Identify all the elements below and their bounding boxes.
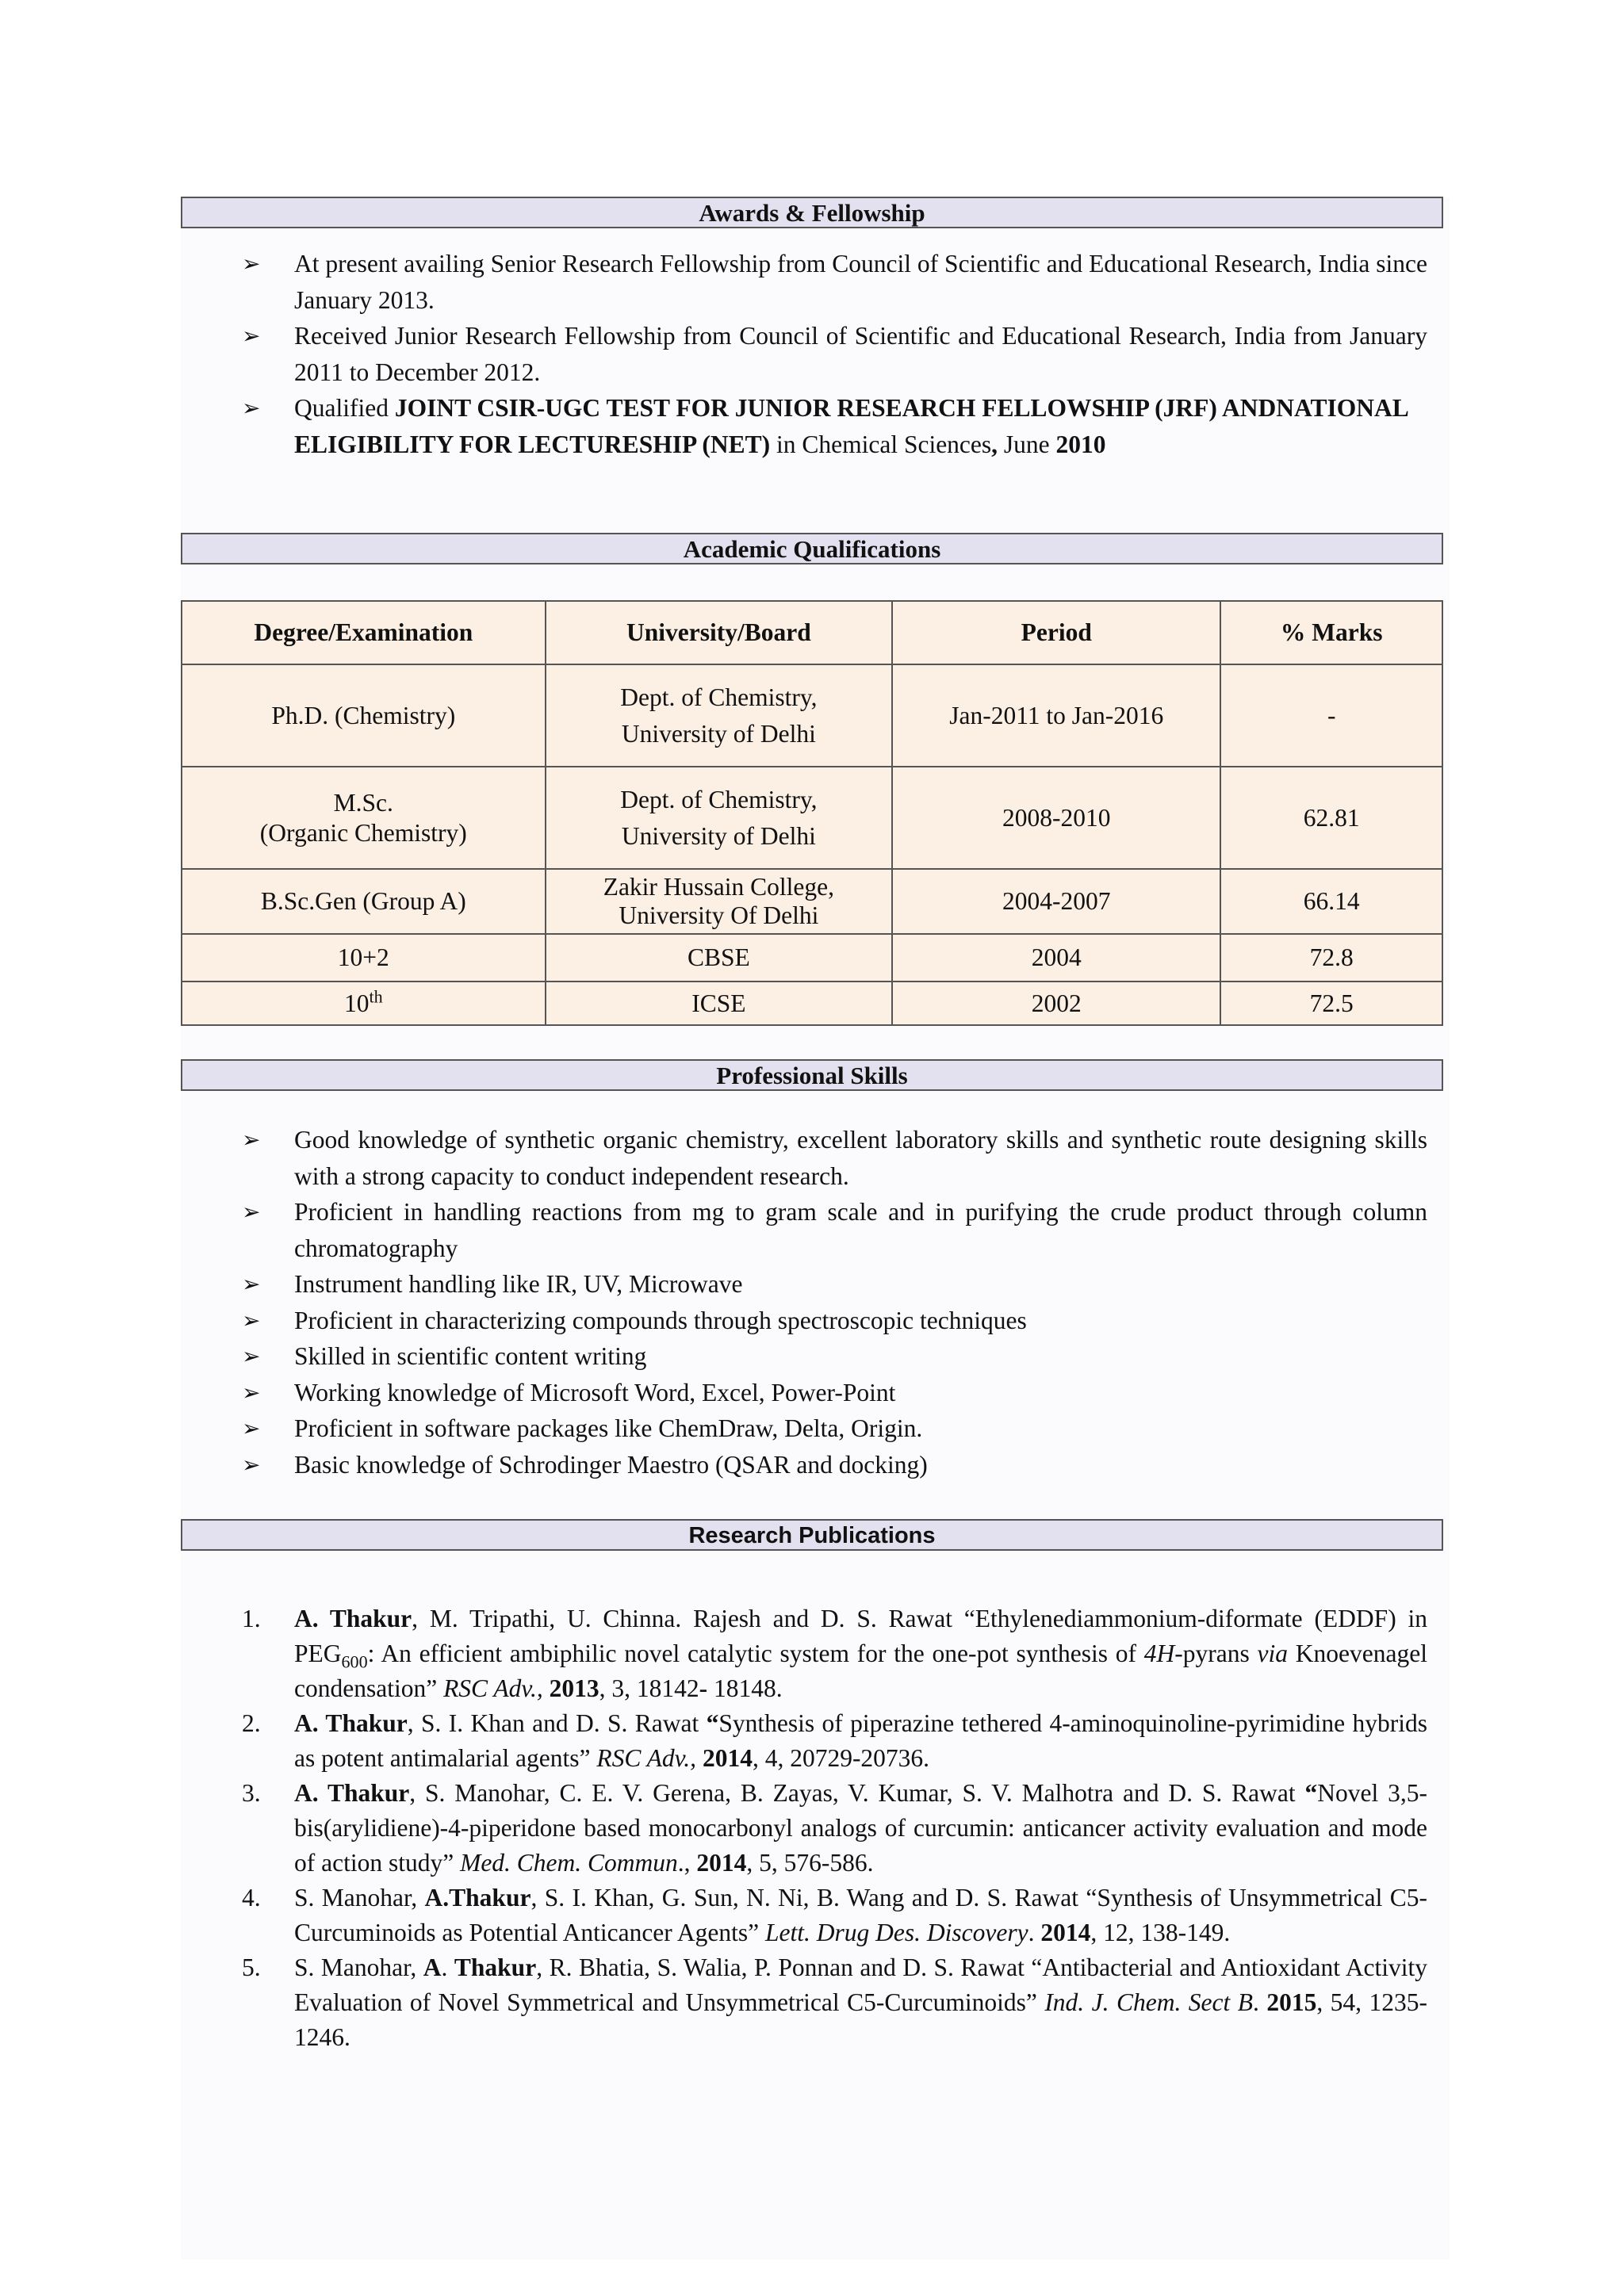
table-row <box>182 664 1442 767</box>
publication-item: 4. S. Manohar, A.Thakur, S. I. Khan, G. Sun, N. Ni, B. Wang and D. S. Rawat “Synthesis of Unsymmetrical C5-Curcuminoids as Potential Anticancer Agents” Lett. Drug Des. Discovery. 2014, 12, 138-149. <box>242 1884 1428 1946</box>
degree-cell: B.Sc.Gen (Group A) <box>182 869 546 934</box>
table-header-row <box>182 601 1442 664</box>
marks-cell: 66.14 <box>1220 869 1442 934</box>
awards-section-header: Awards & Fellowship <box>181 197 1443 228</box>
table-row <box>182 869 1442 934</box>
publication-item: 5. S. Manohar, A. Thakur, R. Bhatia, S. Walia, P. Ponnan and D. S. Rawat “Antibacterial and Antioxidant Activity Evaluation of Novel Symmetrical and Unsymmetrical C5-Curcuminoids” Ind. J. Chem. Sect B. 2015, 54, 1235-1246. <box>242 1954 1428 2051</box>
period-cell: 2008-2010 <box>892 767 1220 869</box>
list-item: ➢ Working knowledge of Microsoft Word, Excel, Power-Point <box>242 1375 1427 1411</box>
board-cell: Dept. of Chemistry, University of Delhi <box>546 664 893 767</box>
publications-section-header: Research Publications <box>181 1519 1443 1551</box>
column-header: University/Board <box>546 601 893 664</box>
arrowhead-bullet-icon: ➢ <box>242 1379 261 1406</box>
arrowhead-bullet-icon: ➢ <box>242 251 261 277</box>
arrowhead-bullet-icon: ➢ <box>242 1199 261 1225</box>
period-cell: 2002 <box>892 982 1220 1025</box>
list-item: ➢ Proficient in characterizing compounds through spectroscopic techniques <box>242 1303 1427 1339</box>
list-item: ➢ Proficient in handling reactions from mg to gram scale and in purifying the crude product through column chromatography <box>242 1194 1427 1266</box>
board-cell: ICSE <box>546 982 893 1025</box>
arrowhead-bullet-icon: ➢ <box>242 1415 261 1441</box>
period-cell: 2004 <box>892 934 1220 982</box>
awards-list <box>242 246 1427 462</box>
academic-section-header: Academic Qualifications <box>181 533 1443 564</box>
board-cell: Dept. of Chemistry, University of Delhi <box>546 767 893 869</box>
marks-cell: 62.81 <box>1220 767 1442 869</box>
list-item: ➢ Received Junior Research Fellowship from Council of Scientific and Educational Research, India from January 2011 to December 2012. <box>242 318 1427 390</box>
arrowhead-bullet-icon: ➢ <box>242 1127 261 1153</box>
period-cell: Jan-2011 to Jan-2016 <box>892 664 1220 767</box>
publication-item: 1. A. Thakur, M. Tripathi, U. Chinna. Rajesh and D. S. Rawat “Ethylenediammonium-diformate (EDDF) in $PEG_{600}$: An efficient ambiphilic novel catalytic system for the one-pot synthesis of 4H-pyrans via Knoevenagel condensation” RSC Adv., 2013, 3, 18142- 18148. <box>242 1605 1427 1702</box>
arrowhead-bullet-icon: ➢ <box>242 1307 261 1334</box>
column-header: % Marks <box>1220 601 1442 664</box>
period-cell: 2004-2007 <box>892 869 1220 934</box>
marks-cell: 72.5 <box>1220 982 1442 1025</box>
list-item: ➢ At present availing Senior Research Fellowship from Council of Scientific and Educational Research, India since January 2013. <box>242 246 1427 318</box>
table-row <box>182 982 1442 1025</box>
publication-item: 3. A. Thakur, S. Manohar, C. E. V. Gerena, B. Zayas, V. Kumar, S. V. Malhotra and D. S. Rawat “Novel 3,5-bis(arylidiene)-4-piperidone based monocarbonyl analogs of curcumin: anticancer activity evaluation and mode of action study” Med. Chem. Commun., 2014, 5, 576-586. <box>242 1779 1427 1877</box>
arrowhead-bullet-icon: ➢ <box>242 1271 261 1297</box>
list-item: ➢ Instrument handling like IR, UV, Microwave <box>242 1266 1427 1303</box>
arrowhead-bullet-icon: ➢ <box>242 1451 261 1478</box>
list-item: ➢ Good knowledge of synthetic organic chemistry, excellent laboratory skills and synthetic route designing skills with a strong capacity to conduct independent research. <box>242 1122 1427 1194</box>
degree-cell: Ph.D. (Chemistry) <box>182 664 546 767</box>
skills-list <box>242 1122 1427 1483</box>
marks-cell: 72.8 <box>1220 934 1442 982</box>
list-item: ➢ Proficient in software packages like ChemDraw, Delta, Origin. <box>242 1410 1427 1447</box>
skills-section-header: Professional Skills <box>181 1059 1443 1091</box>
degree-cell: 10th <box>182 982 546 1025</box>
list-item: ➢ Qualified JOINT CSIR-UGC TEST FOR JUNIOR RESEARCH FELLOWSHIP (JRF) ANDNATIONAL ELIGIBILITY FOR LECTURESHIP (NET) in Chemical Sciences, June 2010 <box>242 390 1427 462</box>
degree-cell: M.Sc. (Organic Chemistry) <box>182 767 546 869</box>
publications-list <box>242 1601 1427 2055</box>
degree-cell: 10+2 <box>182 934 546 982</box>
board-cell: CBSE <box>546 934 893 982</box>
arrowhead-bullet-icon: ➢ <box>242 395 261 421</box>
list-item: ➢ Basic knowledge of Schrodinger Maestro (QSAR and docking) <box>242 1447 1427 1483</box>
qualifications-table <box>181 600 1443 1026</box>
column-header: Degree/Examination <box>182 601 546 664</box>
arrowhead-bullet-icon: ➢ <box>242 1343 261 1369</box>
table-row <box>182 934 1442 982</box>
table-row <box>182 767 1442 869</box>
board-cell: Zakir Hussain College, University Of Delhi <box>546 869 893 934</box>
list-item: ➢ Skilled in scientific content writing <box>242 1338 1427 1375</box>
column-header: Period <box>892 601 1220 664</box>
publication-item: 2. A. Thakur, S. I. Khan and D. S. Rawat “Synthesis of piperazine tethered 4-aminoquinoline-pyrimidine hybrids as potent antimalarial agents” RSC Adv., 2014, 4, 20729-20736. <box>242 1709 1427 1772</box>
marks-cell: - <box>1220 664 1442 767</box>
arrowhead-bullet-icon: ➢ <box>242 323 261 349</box>
